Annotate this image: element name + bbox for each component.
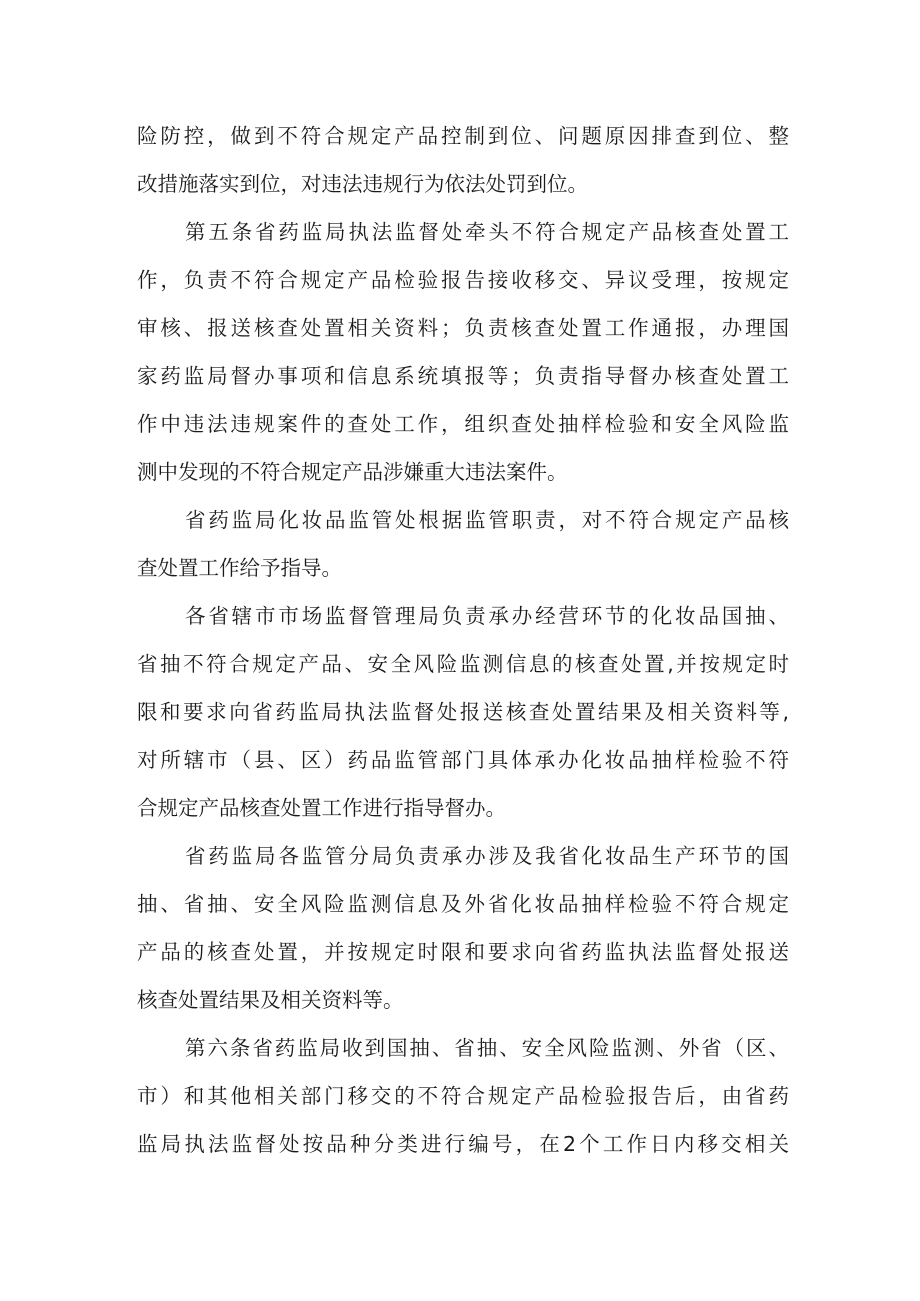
paragraph-1 [137,112,789,208]
text-line: 各省辖市市场监督管理局负责承办经营环节的化妆品国抽、 [185,604,789,628]
paragraph-3 [137,496,789,592]
paragraph-4 [137,592,789,832]
text-line: 限和要求向省药监局执法监督处报送核查处置结果及相关资料等, [137,700,789,724]
text-line: 查处置工作给予指导。 [137,556,342,580]
text-line: 省抽不符合规定产品、安全风险监测信息的核查处置,并按规定时 [137,652,789,676]
text-line: 家药监局督办事项和信息系统填报等；负责指导督办核查处置工 [137,364,789,388]
text-line: 作，负责不符合规定产品检验报告接收移交、异议受理，按规定 [137,268,789,292]
text-line: 第五条省药监局执法监督处牵头不符合规定产品核查处置工 [185,220,789,244]
paragraph-6 [137,1024,789,1168]
text-line: 产品的核查处置，并按规定时限和要求向省药监执法监督处报送 [137,940,789,964]
text-line: 合规定产品核查处置工作进行指导督办。 [137,796,506,820]
text-line: 抽、省抽、安全风险监测信息及外省化妆品抽样检验不符合规定 [137,892,789,916]
text-line: 审核、报送核查处置相关资料；负责核查处置工作通报，办理国 [137,316,789,340]
text-line: 监局执法监督处按品种分类进行编号，在2个工作日内移交相关 [137,1132,789,1156]
text-line: 对所辖市（县、区）药品监管部门具体承办化妆品抽样检验不符 [137,748,789,772]
text-line: 第六条省药监局收到国抽、省抽、安全风险监测、外省（区、 [185,1036,789,1060]
document-body [137,112,789,1168]
text-line: 省药监局各监管分局负责承办涉及我省化妆品生产环节的国 [185,844,789,868]
text-line: 核查处置结果及相关资料等。 [137,988,404,1012]
text-line: 省药监局化妆品监管处根据监管职责，对不符合规定产品核 [185,508,789,532]
paragraph-2 [137,208,789,496]
text-line: 改措施落实到位，对违法违规行为依法处罚到位。 [137,172,588,196]
text-line: 险防控，做到不符合规定产品控制到位、问题原因排查到位、整 [137,124,789,148]
paragraph-5 [137,832,789,1024]
text-line: 作中违法违规案件的查处工作，组织查处抽样检验和安全风险监 [137,412,789,436]
text-line: 测中发现的不符合规定产品涉嫌重大违法案件。 [137,460,568,484]
text-line: 市）和其他相关部门移交的不符合规定产品检验报告后，由省药 [137,1084,789,1108]
